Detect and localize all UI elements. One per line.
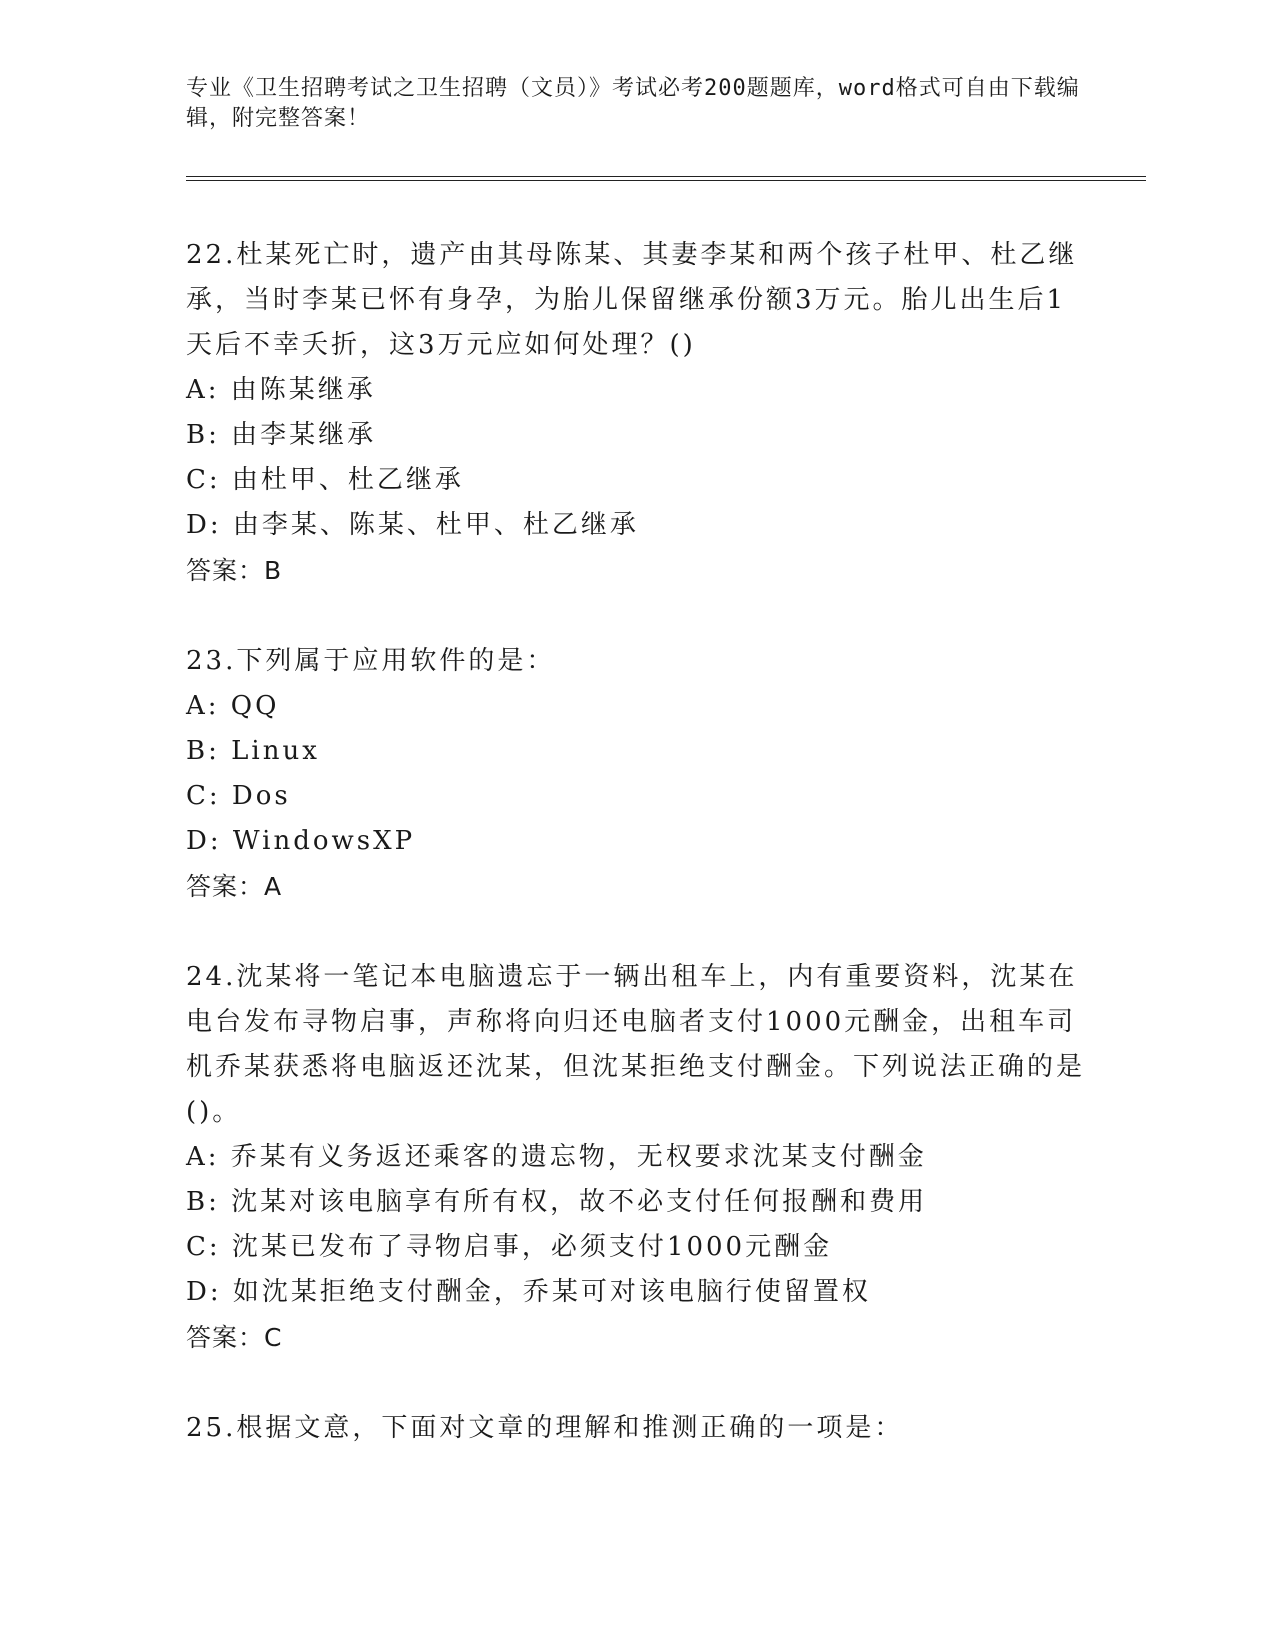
- answer: 答案：C: [186, 1323, 283, 1352]
- option-b: B: Linux: [186, 736, 320, 766]
- option-a: A: 乔某有义务返还乘客的遗忘物，无权要求沈某支付酬金: [186, 1142, 927, 1172]
- question-list: [186, 233, 1086, 1497]
- question-25: [186, 1406, 1086, 1451]
- option-d: D: WindowsXP: [186, 826, 416, 856]
- option-b: B: 由李某继承: [186, 420, 377, 450]
- answer: 答案：B: [186, 556, 283, 585]
- option-b: B: 沈某对该电脑享有所有权，故不必支付任何报酬和费用: [186, 1187, 928, 1217]
- question-stem: 23.下列属于应用软件的是：: [186, 646, 556, 676]
- answer: 答案：A: [186, 872, 283, 901]
- option-a: A: QQ: [186, 691, 280, 721]
- option-c: C: 由杜甲、杜乙继承: [186, 465, 464, 495]
- option-c: C: 沈某已发布了寻物启事，必须支付1000元酬金: [186, 1232, 833, 1262]
- option-c: C: Dos: [186, 781, 291, 811]
- question-22: [186, 233, 1086, 593]
- question-stem: 24.沈某将一笔记本电脑遗忘于一辆出租车上，内有重要资料，沈某在电台发布寻物启事，声称将向归还电脑者支付1000元酬金，出租车司机乔某获悉将电脑返还沈某，但沈某拒绝支付酬金。下列说法正确的是()。: [186, 962, 1086, 1127]
- header-double-rule: [186, 176, 1146, 181]
- option-d: D: 如沈某拒绝支付酬金，乔某可对该电脑行使留置权: [186, 1277, 871, 1307]
- question-stem: 22.杜某死亡时，遗产由其母陈某、其妻李某和两个孩子杜甲、杜乙继承，当时李某已怀有身孕，为胎儿保留继承份额3万元。胎儿出生后1天后不幸夭折，这3万元应如何处理？(): [186, 240, 1078, 360]
- question-24: [186, 955, 1086, 1360]
- option-a: A: 由陈某继承: [186, 375, 376, 405]
- option-d: D: 由李某、陈某、杜甲、杜乙继承: [186, 510, 639, 540]
- document-header: 专业《卫生招聘考试之卫生招聘（文员）》考试必考200题题库，word格式可自由下载编辑，附完整答案！: [186, 76, 1080, 131]
- question-23: [186, 639, 1086, 909]
- question-stem: 25.根据文意，下面对文章的理解和推测正确的一项是：: [186, 1413, 904, 1443]
